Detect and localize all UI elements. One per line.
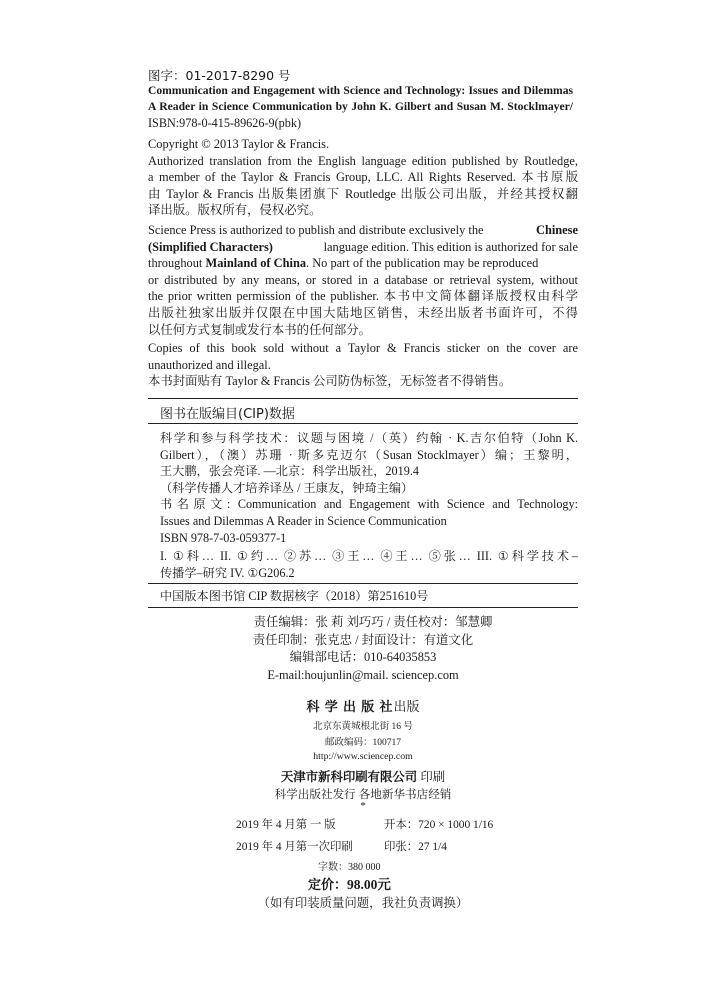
copyright-line: a member of the Taylor & Francis Group, LLC. All Rights Reserved. 本书原版 (148, 170, 578, 185)
publisher-name: 科 学 出 版 社 (306, 699, 394, 714)
word-count: 字数：380 000 (318, 862, 381, 873)
cip-line: I. ①科… II. ①约… ②苏… ③王… ④王… ⑤张… III. ①科学技术– (160, 549, 578, 563)
printing-date: 2019 年 4 月第一次印刷 (236, 841, 353, 853)
sticker-line: 本书封面贴有 Taylor & Francis 公司防伪标签，无标签者不得销售。 (148, 374, 512, 389)
publisher-name-line (148, 696, 578, 715)
copyright-line: 由 Taylor & Francis 出版集团旗下 Routledge 出版公司出版，并经其授权翻 (148, 186, 578, 201)
printer-suffix: 印刷 (420, 770, 446, 784)
publisher-contact (148, 720, 578, 751)
license-text: Science Press is authorized to publish and distribute exclusively the (148, 223, 484, 237)
printer-name: 天津市新科印刷有限公司 (280, 770, 418, 784)
printed-sheets: 印张：27 1/4 (384, 841, 447, 853)
license-text: throughout (148, 256, 203, 271)
editorial-credits (148, 614, 578, 684)
cip-line: 传播学–研究 IV. ①G206.2 (160, 565, 295, 580)
printer-line (148, 767, 578, 785)
license-line (148, 222, 578, 239)
publisher-url: http://www.sciencep.com (313, 751, 413, 762)
editorial-email: E-mail:houjunlin@mail. sciencep.com (267, 667, 459, 682)
sticker-line: unauthorized and illegal. (148, 357, 271, 372)
credit-line: 责任印制：张克忠 / 封面设计：有道文化 (252, 632, 474, 647)
license-line (148, 255, 578, 272)
cip-top-rule (148, 398, 578, 399)
sticker-notice (148, 340, 578, 390)
publisher-postcode: 邮政编码：100717 (324, 737, 401, 748)
original-title (148, 83, 573, 131)
cip-verification-line: 中国版本图书馆 CIP 数据核字（2018）第251610号 (160, 589, 429, 603)
license-line: the prior written permission of the publisher. 本书中文简体翻译版授权由科学 (148, 289, 578, 304)
copyright-line: Authorized translation from the English language edition published by Routledge, (148, 153, 578, 168)
credit-line: 责任编辑：张 莉 刘巧巧 / 责任校对：邹慧卿 (253, 615, 493, 629)
cip-bottom-rule (148, 607, 578, 608)
editorial-phone: 编辑部电话：010-64035853 (289, 650, 437, 664)
cip-record (148, 430, 578, 546)
price-label: 定价： (308, 877, 348, 892)
cip-line: 王大鹏，张会亮译. —北京：科学出版社，2019.4 (160, 464, 419, 479)
cip-mid-rule (148, 583, 578, 584)
original-title-line: Communication and Engagement with Science and Technology: Issues and Dilemmas (148, 84, 573, 97)
registration-number: 图字：01-2017-8290 号 (148, 68, 291, 83)
license-line: 出版社独家出版并仅限在中国大陆地区销售，未经出版者书面许可，不得 (148, 305, 578, 320)
copyright-line: Copyright © 2013 Taylor & Francis. (148, 137, 330, 151)
copyright-notice (148, 136, 578, 219)
license-text: . No part of the publication may be reproduced (306, 256, 539, 271)
edition-date: 2019 年 4 月第 一 版 (236, 819, 336, 831)
original-isbn: ISBN:978-0-415-89626-9(pbk) (148, 116, 302, 130)
cip-series: （科学传播人才培养译丛 / 王康友，钟琦主编） (160, 480, 414, 495)
original-title-line: A Reader in Science Communication by John K. Gilbert and Susan M. Stocklmayer/ (148, 100, 573, 113)
cip-line: Issues and Dilemmas A Reader in Science Communication (160, 513, 447, 528)
cip-line: 书名原文: Communication and Engagement with Science and Technology: (160, 497, 578, 512)
price-value: 98.00元 (347, 877, 391, 892)
license-line: 以任何方式复制或发行本书的任何部分。 (148, 322, 372, 337)
printing-row (236, 836, 536, 858)
cip-heading-rule (148, 423, 578, 424)
quality-notice: （如有印装质量问题，我社负责调换） (257, 896, 469, 910)
distribution-line: 科学出版社发行 各地新华书店经销 (274, 788, 452, 801)
copyright-line: 译出版。版权所有，侵权必究。 (148, 203, 322, 218)
license-line: or distributed by any means, or stored in a database or retrieval system, without (148, 272, 578, 287)
license-text: language edition. This edition is authorized for sale (323, 239, 578, 254)
sticker-line: Copies of this book sold without a Taylor & Francis sticker on the cover are (148, 341, 578, 355)
cip-heading: 图书在版编目(CIP)数据 (160, 407, 295, 422)
publisher-suffix: 出版 (393, 699, 420, 714)
license-language: Chinese (536, 223, 578, 237)
cip-isbn: ISBN 978-7-03-059377-1 (160, 530, 287, 545)
license-notice (148, 222, 578, 338)
license-characters: (Simplified Characters) (148, 239, 273, 254)
edition-row (236, 814, 536, 836)
book-format: 开本：720 × 1000 1/16 (384, 819, 494, 831)
edition-info (236, 814, 536, 858)
cip-verification (148, 588, 578, 605)
license-region: Mainland of China (205, 256, 307, 271)
license-line (148, 239, 578, 256)
cip-line: Gilbert），（澳）苏珊 · 斯多克迈尔（Susan Stocklmayer）编；王黎明， (160, 447, 578, 462)
cip-line: 科学和参与科学技术：议题与困境 /（英）约翰 · K.吉尔伯特（John K. (160, 431, 578, 445)
price-line (308, 873, 391, 893)
cip-classification (148, 548, 578, 581)
separator-star: * (360, 800, 366, 812)
publisher-address: 北京东黄城根北街 16 号 (313, 722, 413, 732)
